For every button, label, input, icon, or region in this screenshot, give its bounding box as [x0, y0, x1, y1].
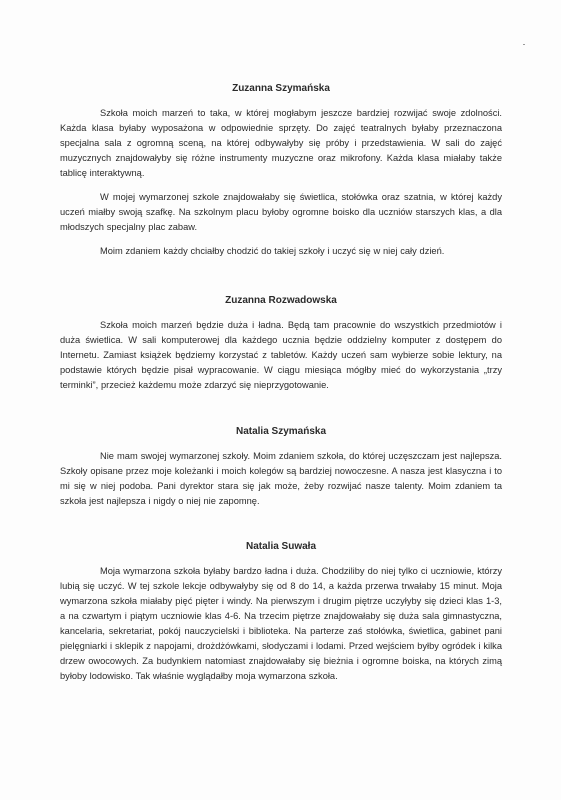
author-heading: Zuzanna Szymańska [232, 83, 330, 94]
essay-section [60, 294, 502, 402]
essay-section [60, 82, 502, 268]
essay-paragraph: Nie mam swojej wymarzonej szkoły. Moim zdaniem szkoła, do której uczęszczam jest najlepsza. Szkoły opisane przez moje koleżanki i moich kolegów są bardziej nowoczesne. A nasza jest klasyczna i to mi się w niej podoba. Pani dyrektor stara się jak może, żeby rozwijać nasze talenty. Moim zdaniem ta szkoła jest najlepsza i nigdy o niej nie zapomnę. [60, 451, 502, 506]
author-heading: Zuzanna Rozwadowska [225, 295, 337, 306]
essay-paragraph: Moim zdaniem każdy chciałby chodzić do takiej szkoły i uczyć się w niej cały dzień. [100, 246, 445, 256]
essay-paragraph: Szkoła moich marzeń to taka, w której mogłabym jeszcze bardziej rozwijać swoje zdolności. Każda klasa byłaby wyposażona w odpowiednie sprzęty. Do zajęć teatralnych byłaby przeznaczona specjalna sala z ogromną sceną, na której odbywałyby się próby i przedstawienia. W sali do zajęć muzycznych znajdowałyby się różne instrumenty muzyczne oraz mikrofony. Każda klasa miałaby także tablicę interaktywną. [60, 108, 502, 178]
essay-section [60, 540, 502, 693]
author-heading: Natalia Szymańska [235, 426, 327, 437]
essay-section [60, 425, 502, 518]
author-heading: Natalia Suwała [245, 541, 317, 552]
essay-paragraph: Moja wymarzona szkoła byłaby bardzo ładna i duża. Chodziliby do niej tylko ci uczniowie, którzy lubią się uczyć. W tej szkole lekcje odbywałyby się od 8 do 14, a każda przerwa trwałaby 15 minut. Moja wymarzona szkoła miałaby pięć pięter i windy. Na pierwszym i drugim piętrze uczyłyby się dzieci klas 1-3, a na czwartym i piątym uczniowie klas 4-6. Na trzecim piętrze znajdowałaby się duża sala gimnastyczna, kancelaria, sekretariat, pokój nauczycielski i biblioteka. Na parterze zaś stołówka, świetlica, gabinet pani pielęgniarki i sklepik z napojami, drożdżówkami, słodyczami i lodami. Przed wejściem byłby ogródek i kilka drzew owocowych. Za budynkiem natomiast znajdowałaby się bieżnia i ogromne boiska, na których zimą byłoby lodowisko. Tak właśnie wyglądałby moja wymarzona szkoła. [60, 566, 502, 681]
essay-paragraph: W mojej wymarzonej szkole znajdowałaby się świetlica, stołówka oraz szatnia, w której każdy uczeń miałby swoją szafkę. Na szkolnym placu byłoby ogromne boisko dla uczniów starszych klas, a dla młodszych specjalny plac zabaw. [60, 192, 502, 232]
scan-speck [523, 44, 525, 45]
essay-paragraph: Szkoła moich marzeń będzie duża i ładna. Będą tam pracownie do wszystkich przedmiotów i duża świetlica. W sali komputerowej dla każdego ucznia będzie oddzielny komputer z dostępem do Internetu. Zamiast książek będziemy korzystać z tabletów. Każdy uczeń sam wybierze sobie lektury, na podstawie których będzie pisał wypracowanie. W ciągu miesiąca mógłby mieć do wykorzystania „trzy terminki”, przecież każdemu może zdarzyć się nieprzygotowanie. [60, 320, 502, 390]
